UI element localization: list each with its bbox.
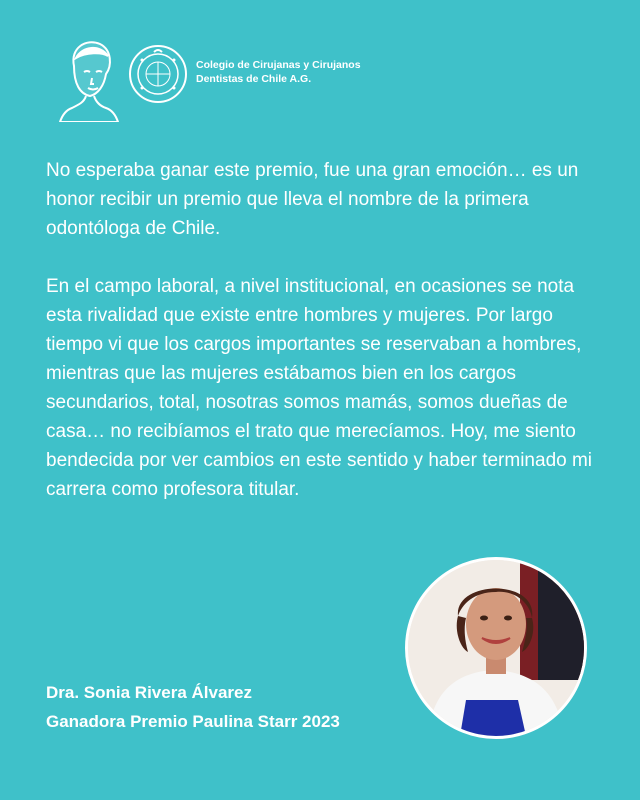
org-name-line2: Dentistas de Chile A.G. [196, 73, 312, 85]
organization-name [196, 58, 456, 86]
quote-paragraph-2: En el campo laboral, a nivel institucional, en ocasiones se nota esta rivalidad que existe entre hombres y mujeres. Por largo tiempo vi que los cargos importantes se reservaban a hombres, mientras que las mujeres estábamos bien en los cargos secundarios, total, nosotras somos mamás, somos dueñas de casa… no recibíamos el trato que merecíamos. Hoy, me siento bendecida por ver cambios en este sentido y haber terminado mi carrera como profesora titular. [46, 276, 593, 500]
woman-bust-portrait-icon [56, 36, 122, 122]
brand-header [56, 36, 596, 126]
signature-block [46, 678, 340, 736]
college-seal-icon [128, 44, 188, 104]
author-photo [405, 557, 587, 739]
testimonial-quote [46, 156, 594, 533]
quote-paragraph-1: No esperaba ganar este premio, fue una gran emoción… es un honor recibir un premio que lleva el nombre de la primera odontóloga de Chile. [46, 160, 579, 239]
org-name-line1: Colegio de Cirujanas y Cirujanos [196, 59, 361, 71]
portrait-illustration [408, 560, 584, 736]
author-name: Dra. Sonia Rivera Álvarez [46, 683, 252, 702]
author-title: Ganadora Premio Paulina Starr 2023 [46, 712, 340, 731]
